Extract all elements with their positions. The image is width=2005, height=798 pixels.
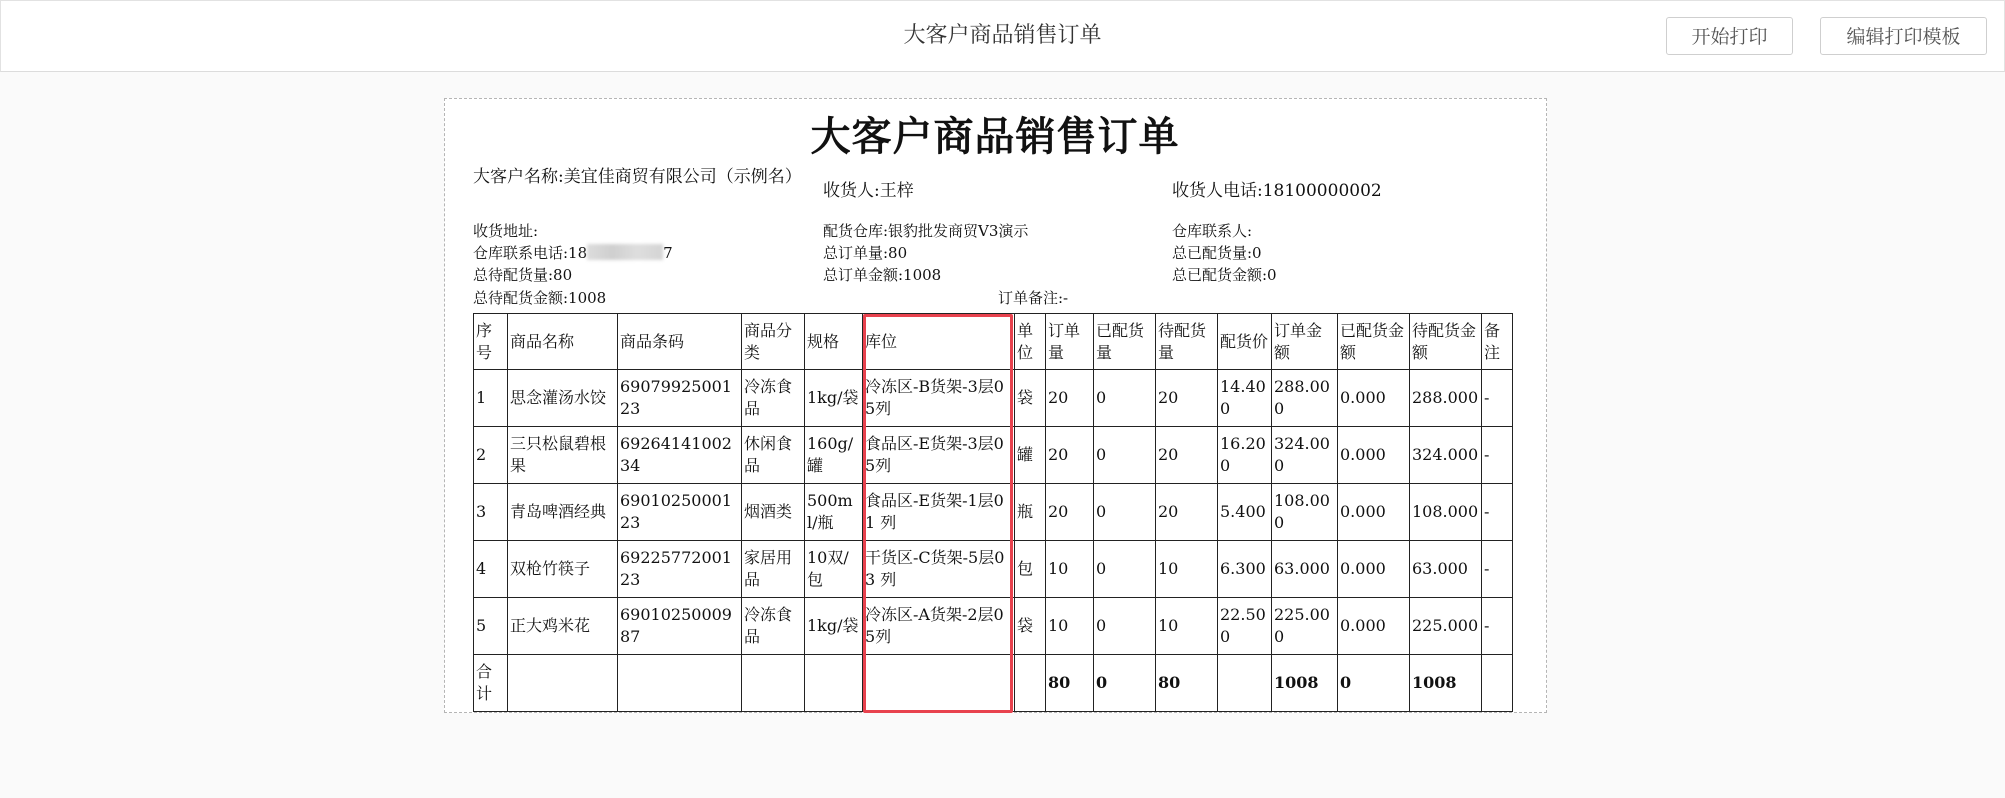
document-title: 大客户商品销售订单 bbox=[810, 113, 1180, 160]
total-pending-qty: 总待配货量:80 bbox=[473, 266, 573, 284]
table-cell: - bbox=[1482, 541, 1513, 598]
table-cell bbox=[742, 655, 805, 712]
table-cell: 思念灌汤水饺 bbox=[508, 370, 618, 427]
table-cell: 6907992500123 bbox=[618, 370, 742, 427]
column-header: 配货价 bbox=[1218, 314, 1272, 370]
table-cell: 20 bbox=[1046, 484, 1094, 541]
column-header-location: 库位 bbox=[863, 314, 1015, 370]
column-header: 商品条码 bbox=[618, 314, 742, 370]
table-cell: 63.000 bbox=[1272, 541, 1338, 598]
column-header: 商品分类 bbox=[742, 314, 805, 370]
table-cell: 休闲食品 bbox=[742, 427, 805, 484]
table-cell: 16.200 bbox=[1218, 427, 1272, 484]
table-cell bbox=[618, 655, 742, 712]
table-cell: 288.000 bbox=[1272, 370, 1338, 427]
warehouse-phone-prefix: 仓库联系电话:18 bbox=[473, 244, 588, 262]
table-cell: 63.000 bbox=[1410, 541, 1482, 598]
table-cell: 0.000 bbox=[1338, 484, 1410, 541]
total-label: 合计 bbox=[474, 655, 508, 712]
table-cell: 青岛啤酒经典 bbox=[508, 484, 618, 541]
table-cell: 冷冻食品 bbox=[742, 598, 805, 655]
table-cell-location: 冷冻区-B货架-3层05列 bbox=[863, 370, 1015, 427]
print-preview-paper bbox=[444, 98, 1547, 713]
total-delivered-qty: 0 bbox=[1094, 655, 1156, 712]
table-cell-location bbox=[863, 655, 1015, 712]
column-header: 规格 bbox=[805, 314, 863, 370]
column-header: 单位 bbox=[1015, 314, 1046, 370]
total-row bbox=[474, 655, 1513, 712]
table-cell: 14.400 bbox=[1218, 370, 1272, 427]
table-cell: 3 bbox=[474, 484, 508, 541]
table-cell: - bbox=[1482, 598, 1513, 655]
table-cell bbox=[1015, 655, 1046, 712]
table-cell: 6.300 bbox=[1218, 541, 1272, 598]
table-cell: 0 bbox=[1094, 370, 1156, 427]
table-cell: 正大鸡米花 bbox=[508, 598, 618, 655]
warehouse-phone bbox=[473, 242, 673, 264]
warehouse-contact: 仓库联系人: bbox=[1172, 222, 1253, 240]
table-cell-location: 干货区-C货架-5层03 列 bbox=[863, 541, 1015, 598]
table-cell: 6901025000123 bbox=[618, 484, 742, 541]
table-cell: - bbox=[1482, 427, 1513, 484]
table-cell: 烟酒类 bbox=[742, 484, 805, 541]
delivery-warehouse: 配货仓库:银豹批发商贸V3演示 bbox=[823, 222, 1029, 240]
table-cell: 家居用品 bbox=[742, 541, 805, 598]
table-row bbox=[474, 598, 1513, 655]
table-cell: 225.000 bbox=[1272, 598, 1338, 655]
table-cell bbox=[1482, 655, 1513, 712]
page-title: 大客户商品销售订单 bbox=[903, 23, 1102, 48]
warehouse-phone-suffix: 7 bbox=[663, 244, 673, 262]
table-cell: 袋 bbox=[1015, 370, 1046, 427]
total-delivered-amount: 0 bbox=[1338, 655, 1410, 712]
order-note: 订单备注:- bbox=[998, 289, 1069, 307]
table-cell: 10 bbox=[1156, 598, 1218, 655]
table-cell: 108.000 bbox=[1410, 484, 1482, 541]
table-cell: 双枪竹筷子 bbox=[508, 541, 618, 598]
table-cell: 三只松鼠碧根果 bbox=[508, 427, 618, 484]
total-order-qty: 80 bbox=[1046, 655, 1094, 712]
table-cell: 108.000 bbox=[1272, 484, 1338, 541]
table-cell: 冷冻食品 bbox=[742, 370, 805, 427]
table-cell: 包 bbox=[1015, 541, 1046, 598]
table-cell-location: 食品区-E货架-3层05列 bbox=[863, 427, 1015, 484]
column-header: 备注 bbox=[1482, 314, 1513, 370]
table-cell: 10 bbox=[1046, 598, 1094, 655]
total-pending-amount: 1008 bbox=[1410, 655, 1482, 712]
column-header: 已配货量 bbox=[1094, 314, 1156, 370]
start-print-button[interactable]: 开始打印 bbox=[1666, 17, 1793, 55]
table-cell: 20 bbox=[1046, 427, 1094, 484]
column-header: 待配货量 bbox=[1156, 314, 1218, 370]
table-cell: 0 bbox=[1094, 541, 1156, 598]
table-cell: 0.000 bbox=[1338, 541, 1410, 598]
table-cell: 225.000 bbox=[1410, 598, 1482, 655]
table-cell: 2 bbox=[474, 427, 508, 484]
total-pending-amount: 总待配货金额:1008 bbox=[473, 289, 607, 307]
table-cell bbox=[1218, 655, 1272, 712]
table-cell: 324.000 bbox=[1410, 427, 1482, 484]
table-cell: 0 bbox=[1094, 427, 1156, 484]
column-header: 订单量 bbox=[1046, 314, 1094, 370]
total-delivered-qty: 总已配货量:0 bbox=[1172, 244, 1262, 262]
order-items-table bbox=[473, 313, 1513, 712]
table-cell bbox=[805, 655, 863, 712]
table-cell: 22.500 bbox=[1218, 598, 1272, 655]
edit-print-template-button[interactable]: 编辑打印模板 bbox=[1820, 17, 1987, 55]
table-cell: 10 bbox=[1046, 541, 1094, 598]
consignee: 收货人:王梓 bbox=[823, 181, 914, 201]
column-header: 订单金额 bbox=[1272, 314, 1338, 370]
table-row bbox=[474, 484, 1513, 541]
table-cell: 0 bbox=[1094, 598, 1156, 655]
table-cell: - bbox=[1482, 484, 1513, 541]
table-cell: 20 bbox=[1046, 370, 1094, 427]
customer-name: 大客户名称:美宜佳商贸有限公司（示例名） bbox=[473, 167, 802, 187]
top-bar bbox=[0, 0, 2005, 72]
column-header: 序号 bbox=[474, 314, 508, 370]
table-cell-location: 食品区-E货架-1层01 列 bbox=[863, 484, 1015, 541]
column-header: 待配货金额 bbox=[1410, 314, 1482, 370]
total-order-amount: 1008 bbox=[1272, 655, 1338, 712]
total-order-amount: 总订单金额:1008 bbox=[823, 266, 942, 284]
table-cell: - bbox=[1482, 370, 1513, 427]
table-cell: 20 bbox=[1156, 484, 1218, 541]
table-cell: 10双/包 bbox=[805, 541, 863, 598]
table-cell: 0 bbox=[1094, 484, 1156, 541]
table-cell: 5 bbox=[474, 598, 508, 655]
table-cell: 罐 bbox=[1015, 427, 1046, 484]
table-cell: 6926414100234 bbox=[618, 427, 742, 484]
table-cell: 20 bbox=[1156, 427, 1218, 484]
table-header-row bbox=[474, 314, 1513, 370]
table-cell: 160g/罐 bbox=[805, 427, 863, 484]
table-cell: 1kg/袋 bbox=[805, 598, 863, 655]
total-pending-qty: 80 bbox=[1156, 655, 1218, 712]
table-cell: 1 bbox=[474, 370, 508, 427]
table-row bbox=[474, 370, 1513, 427]
redacted-blur bbox=[587, 244, 663, 260]
table-cell: 0.000 bbox=[1338, 598, 1410, 655]
table-cell: 10 bbox=[1156, 541, 1218, 598]
table-cell: 6922577200123 bbox=[618, 541, 742, 598]
column-header: 商品名称 bbox=[508, 314, 618, 370]
table-row bbox=[474, 427, 1513, 484]
column-header: 已配货金额 bbox=[1338, 314, 1410, 370]
table-cell: 0.000 bbox=[1338, 427, 1410, 484]
table-cell: 5.400 bbox=[1218, 484, 1272, 541]
table-row bbox=[474, 541, 1513, 598]
table-cell: 4 bbox=[474, 541, 508, 598]
total-delivered-amount: 总已配货金额:0 bbox=[1172, 266, 1277, 284]
table-cell bbox=[508, 655, 618, 712]
consignee-phone: 收货人电话:18100000002 bbox=[1172, 181, 1382, 201]
delivery-address: 收货地址: bbox=[473, 222, 539, 240]
table-cell: 324.000 bbox=[1272, 427, 1338, 484]
table-cell: 288.000 bbox=[1410, 370, 1482, 427]
table-cell: 1kg/袋 bbox=[805, 370, 863, 427]
table-cell: 0.000 bbox=[1338, 370, 1410, 427]
table-cell-location: 冷冻区-A货架-2层05列 bbox=[863, 598, 1015, 655]
table-cell: 袋 bbox=[1015, 598, 1046, 655]
total-order-qty: 总订单量:80 bbox=[823, 244, 908, 262]
table-cell: 瓶 bbox=[1015, 484, 1046, 541]
table-cell: 20 bbox=[1156, 370, 1218, 427]
table-cell: 500ml/瓶 bbox=[805, 484, 863, 541]
table-cell: 6901025000987 bbox=[618, 598, 742, 655]
